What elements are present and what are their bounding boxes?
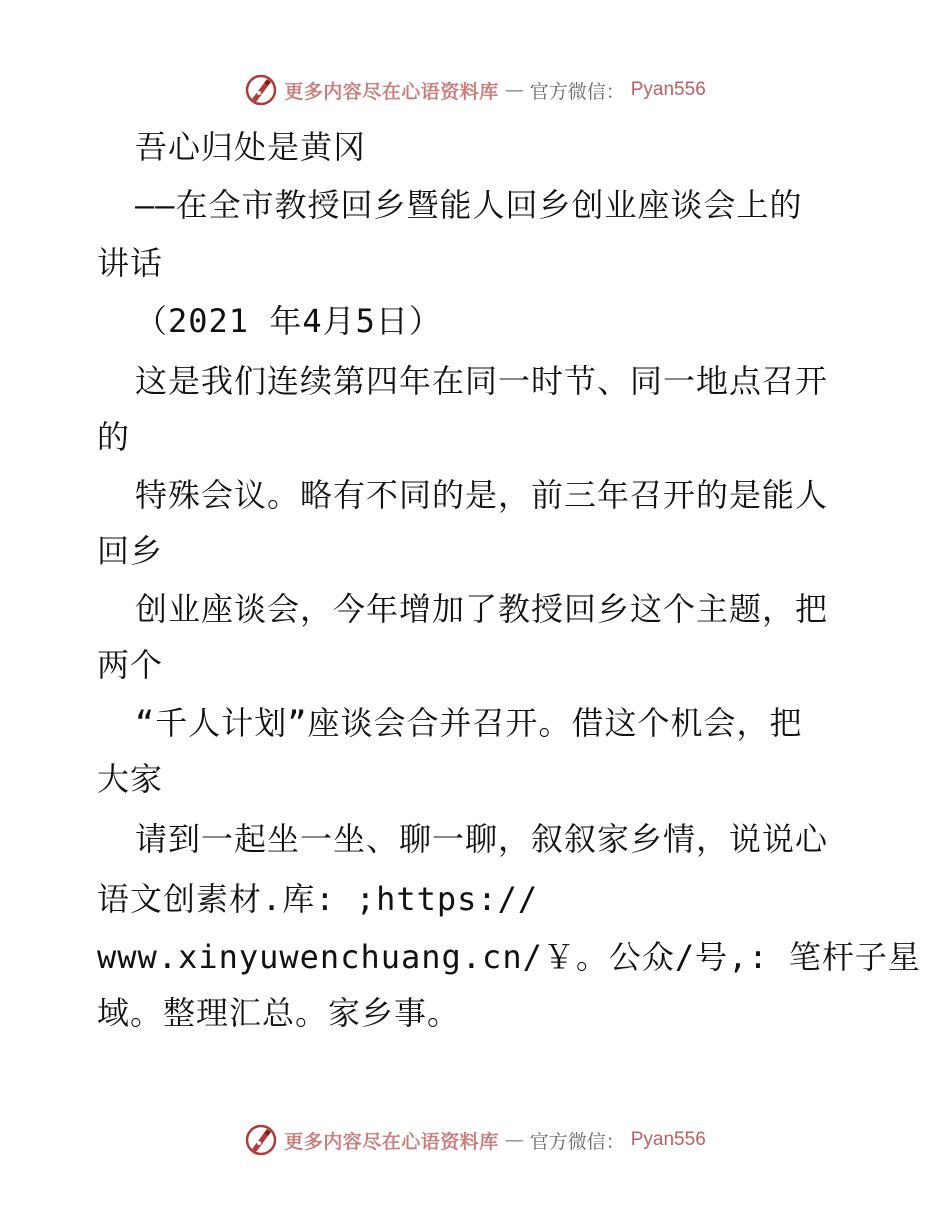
body-line: 两个 <box>97 646 164 684</box>
banner-wechat-label: 官方微信： <box>529 80 625 103</box>
banner-inner <box>244 73 706 107</box>
body-line: 的 <box>97 418 131 456</box>
document-subtitle-line1: ——在全市教授回乡暨能人回乡创业座谈会上的 <box>135 186 803 224</box>
body-line: 回乡 <box>97 532 164 570</box>
banner-wechat-id: Pyan556 <box>630 1129 706 1150</box>
banner-main-text: 更多内容尽在心语资料库 <box>284 1130 499 1153</box>
banner-dash: — <box>504 1129 524 1151</box>
body-line: 语文创素材.库: ;https:// <box>97 880 539 918</box>
body-line: www.xinyuwenchuang.cn/￥。公众/号,: 笔杆子星 <box>97 938 921 976</box>
document-subtitle-line2: 讲话 <box>97 244 164 282</box>
banner-wechat-label: 官方微信： <box>529 1130 625 1153</box>
body-line: 大家 <box>97 760 164 798</box>
body-line: 域。整理汇总。家乡事。 <box>97 994 461 1032</box>
document-date: （2021 年4月5日） <box>135 302 442 340</box>
pen-logo-icon <box>244 73 278 107</box>
body-line: “千人计划”座谈会合并召开。借这个机会，把 <box>135 704 803 742</box>
pen-logo-icon <box>244 1123 278 1157</box>
banner-wechat-id: Pyan556 <box>630 79 706 100</box>
body-line: 创业座谈会，今年增加了教授回乡这个主题，把 <box>135 590 829 628</box>
banner-inner <box>244 1123 706 1157</box>
banner-dash: — <box>504 79 524 101</box>
banner-main-text: 更多内容尽在心语资料库 <box>284 80 499 103</box>
body-line: 请到一起坐一坐、聊一聊，叙叙家乡情，说说心 <box>135 820 829 858</box>
document-title: 吾心归处是黄冈 <box>135 128 367 166</box>
footer-banner <box>0 1120 950 1160</box>
body-line: 这是我们连续第四年在同一时节、同一地点召开 <box>135 362 829 400</box>
header-banner <box>0 70 950 110</box>
body-line: 特殊会议。略有不同的是，前三年召开的是能人 <box>135 476 829 514</box>
